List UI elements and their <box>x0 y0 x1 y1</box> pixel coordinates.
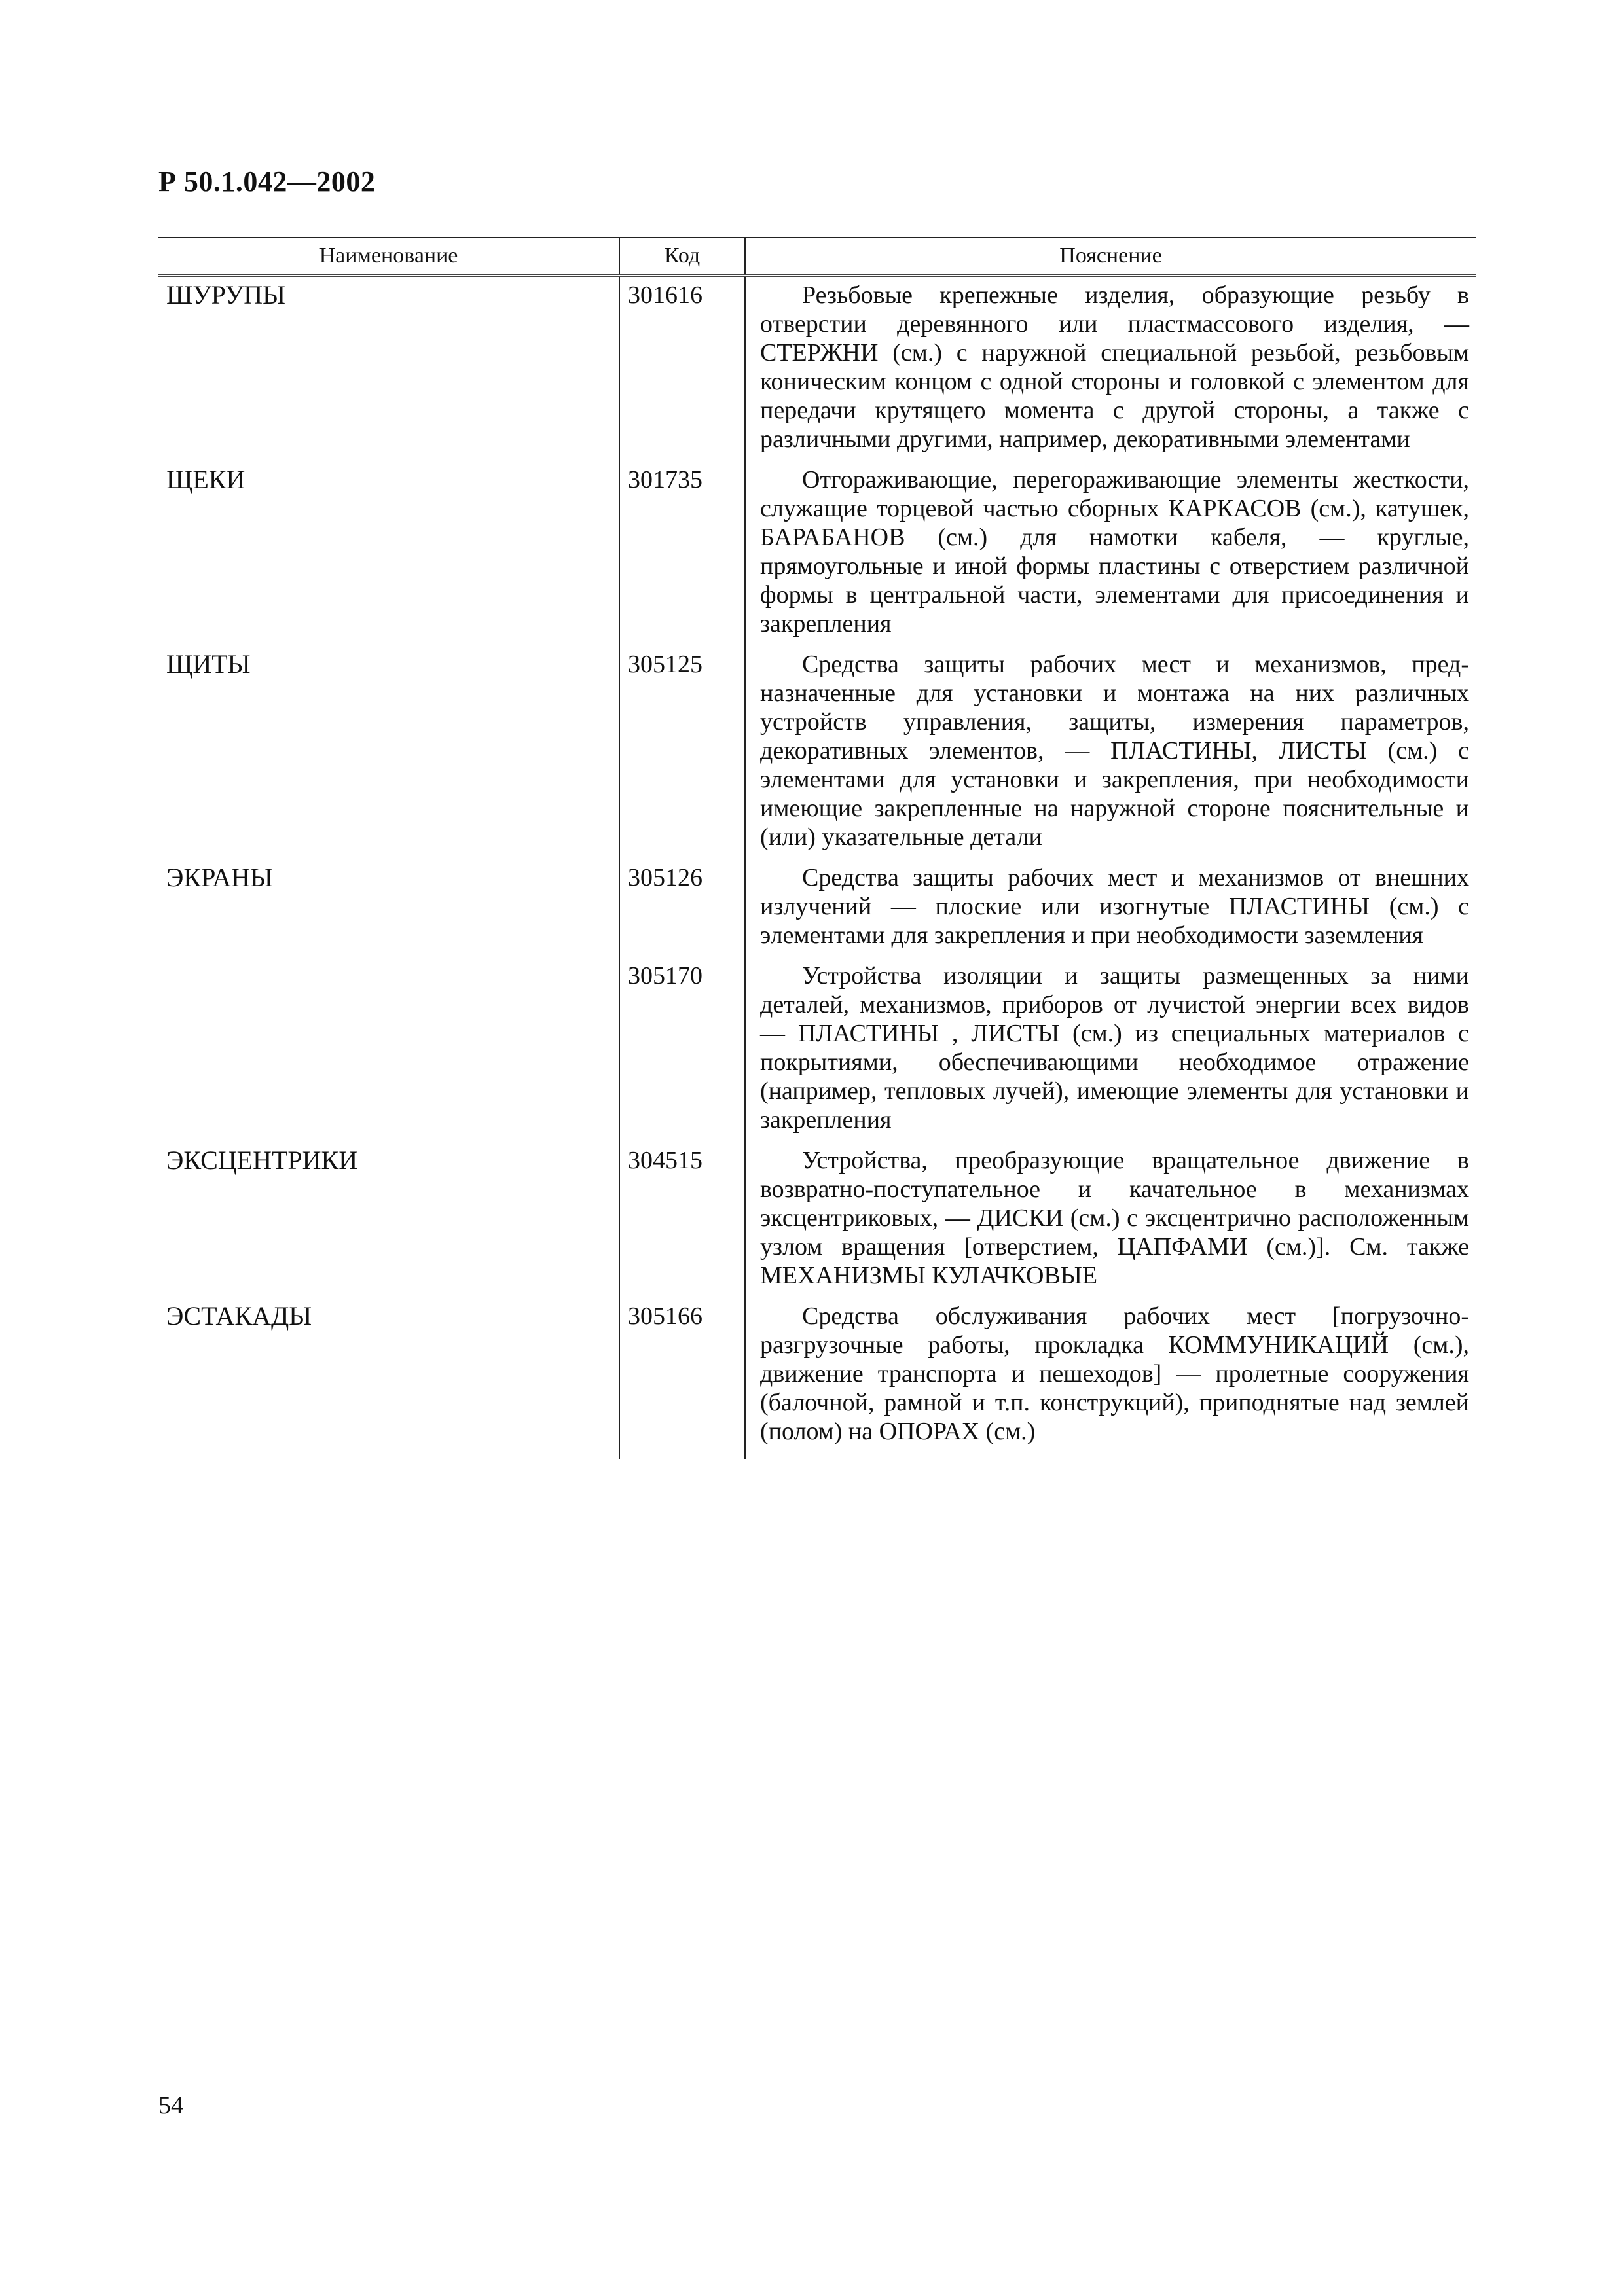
term-name: ЭСТАКАДЫ <box>166 1301 312 1331</box>
table-row <box>158 958 1476 1142</box>
term-code: 301616 <box>619 276 745 462</box>
term-name: ЩЕКИ <box>166 465 246 494</box>
header-name: Наименование <box>158 238 619 276</box>
term-name: ШУРУПЫ <box>166 280 286 310</box>
document-title: Р 50.1.042—2002 <box>158 166 376 198</box>
term-description: Устройства изоляции и защиты размещенных за ними деталей, механизмов, приборов от лучистой энергии всех видов — ПЛАСТИНЫ , ЛИСТЫ (см.) из специальных материалов с покрытиями, обеспечивающими необходимое отражение (например, тепловых лучей), имеющие элементы для установки и закрепления <box>745 958 1476 1142</box>
term-description: Резьбовые крепежные изделия, образующие резьбу в отверстии деревянного или пластмассового изделия, — СТЕРЖНИ (см.) с наружной специальной резьбой, резьбовым коническим концом с одной стороны и головкой с элементом для передачи крутящего момента с другой стороны, а также с различными другими, например, декоративными элементами <box>745 276 1476 462</box>
table-row <box>158 1142 1476 1298</box>
term-code: 304515 <box>619 1142 745 1298</box>
table-row <box>158 859 1476 958</box>
table-row <box>158 1298 1476 1459</box>
header-description: Пояснение <box>745 238 1476 276</box>
term-name <box>158 958 619 1142</box>
term-name: ЭКРАНЫ <box>166 863 273 892</box>
table-row <box>158 276 1476 462</box>
term-name: ЭКСЦЕНТРИКИ <box>166 1145 358 1175</box>
term-code: 305125 <box>619 646 745 859</box>
term-code: 305166 <box>619 1298 745 1459</box>
table-header <box>158 238 1476 276</box>
page-number: 54 <box>158 2092 183 2119</box>
term-code: 305170 <box>619 958 745 1142</box>
term-code: 305126 <box>619 859 745 958</box>
glossary-table <box>158 237 1476 1459</box>
term-description: Отгораживающие, перегораживающие элементы жесткости, служащие торцевой частью сборных КАРКАСОВ (см.), катушек, БАРАБАНОВ (см.) для намотки кабеля, — круглые, прямоугольные и иной формы пластины с отверстием различной формы в центральной части, элементами для присоединения и закрепления <box>745 461 1476 646</box>
header-code: Код <box>619 238 745 276</box>
table-row <box>158 461 1476 646</box>
term-description: Средства защиты рабочих мест и механизмов, предназначенные для установки и монтажа на них различных устройств управления, защиты, измерения параметров, декоративных элементов, — ПЛАСТИНЫ, ЛИСТЫ (см.) с элементами для установки и закрепления, при необходимости имеющие закрепленные на наружной стороне пояснительные и (или) указательные детали <box>745 646 1476 859</box>
term-description: Устройства, преобразующие вращательное движение в возвратно-поступательное и качательное в механизмах эксцентриковых, — ДИСКИ (см.) с эксцентрично расположенным узлом вращения [отверстием, ЦАПФАМИ (см.)]. См. также МЕХАНИЗМЫ КУЛАЧКОВЫЕ <box>745 1142 1476 1298</box>
term-description: Средства обслуживания рабочих мест [погрузочно-разгрузочные работы, прокладка КОММУНИКАЦИЙ (см.), движение транспорта и пешеходов] — пролетные сооружения (балочной, рамной и т.п. конструкций), приподнятые над землей (полом) на ОПОРАХ (см.) <box>745 1298 1476 1459</box>
term-description: Средства защиты рабочих мест и механизмов от внешних излучений — плоские или изогнутые ПЛАСТИНЫ (см.) с элементами для закрепления и при необходимости заземления <box>745 859 1476 958</box>
term-code: 301735 <box>619 461 745 646</box>
table-row <box>158 646 1476 859</box>
term-name: ЩИТЫ <box>166 649 251 679</box>
